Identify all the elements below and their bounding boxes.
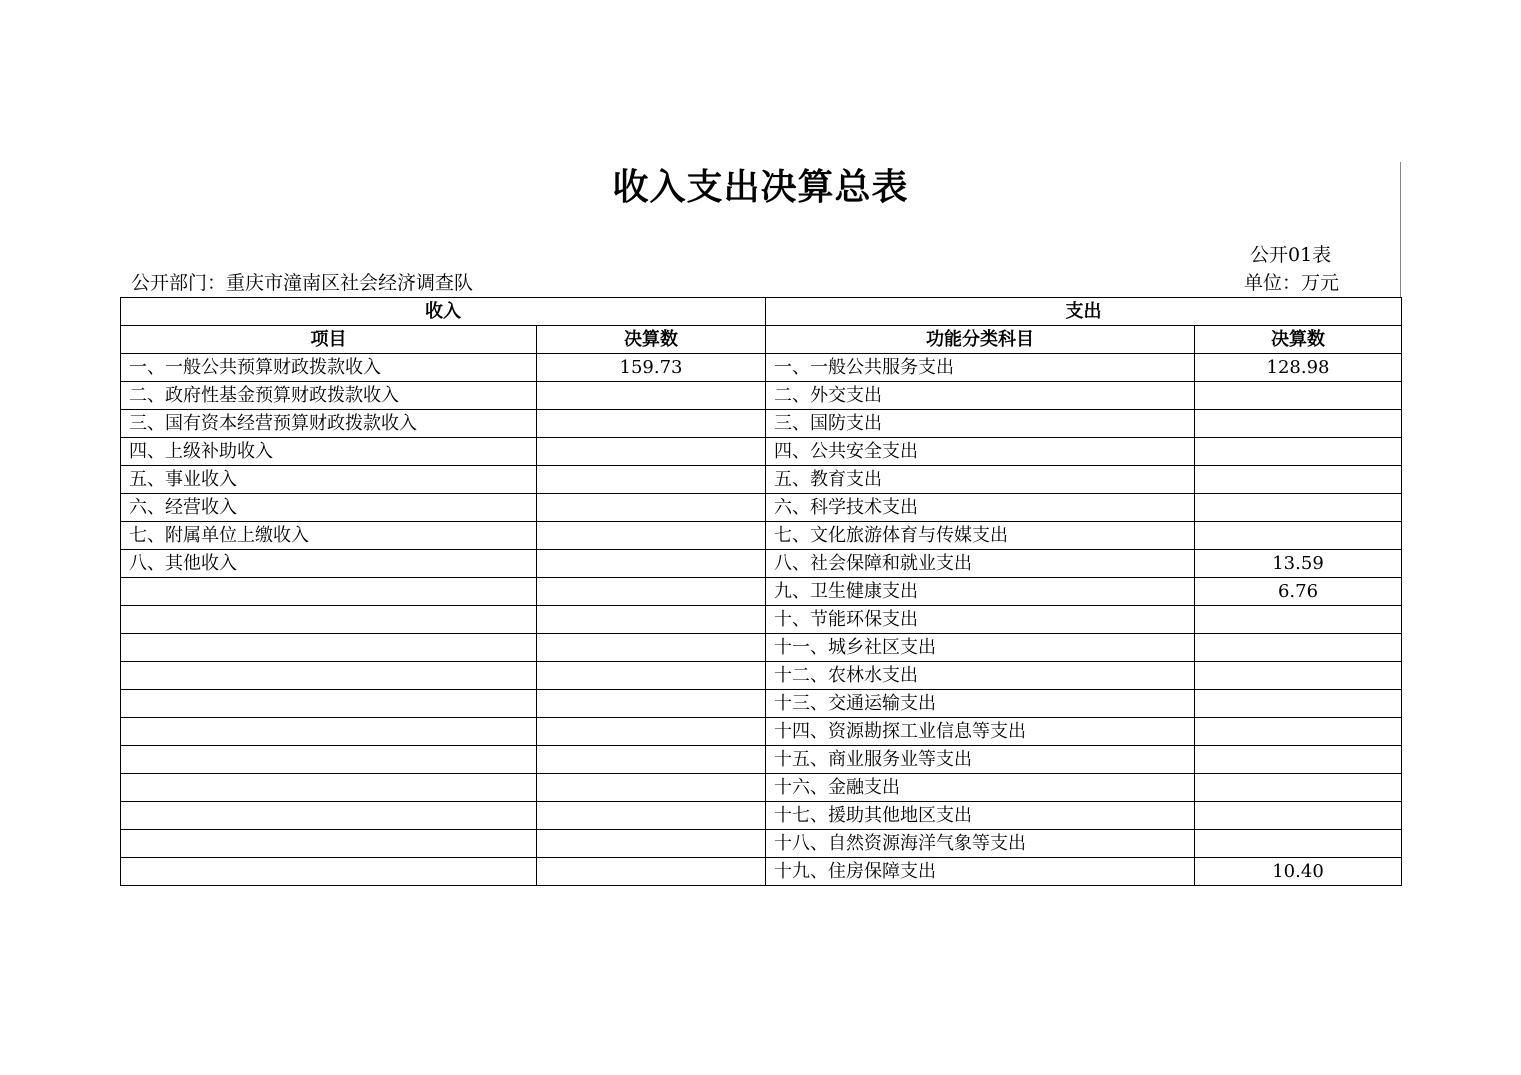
form-code: 公开01表 — [1250, 244, 1332, 266]
table-row — [121, 634, 1402, 662]
expense-amount-cell: 10.40 — [1195, 858, 1402, 886]
expense-item-cell: 十九、住房保障支出 — [766, 858, 1195, 886]
income-item-cell — [121, 662, 537, 690]
table-row — [121, 522, 1402, 550]
expense-amount-header: 决算数 — [1195, 326, 1402, 354]
income-amount-cell — [537, 718, 766, 746]
department-label: 公开部门：重庆市潼南区社会经济调查队 — [131, 272, 474, 294]
table-row — [121, 466, 1402, 494]
expense-amount-cell: 6.76 — [1195, 578, 1402, 606]
expense-item-cell: 十六、金融支出 — [766, 774, 1195, 802]
income-item-header: 项目 — [121, 326, 537, 354]
income-amount-cell — [537, 830, 766, 858]
expense-amount-cell — [1195, 774, 1402, 802]
income-item-cell — [121, 774, 537, 802]
expense-item-cell: 九、卫生健康支出 — [766, 578, 1195, 606]
income-item-cell — [121, 858, 537, 886]
income-amount-cell — [537, 550, 766, 578]
expense-amount-cell — [1195, 606, 1402, 634]
income-amount-cell — [537, 494, 766, 522]
expense-amount-cell — [1195, 634, 1402, 662]
income-item-cell: 七、附属单位上缴收入 — [121, 522, 537, 550]
income-amount-header: 决算数 — [537, 326, 766, 354]
expense-item-cell: 十七、援助其他地区支出 — [766, 802, 1195, 830]
expense-item-cell: 十一、城乡社区支出 — [766, 634, 1195, 662]
income-amount-cell — [537, 774, 766, 802]
income-section-header: 收入 — [121, 298, 766, 326]
table-row — [121, 830, 1402, 858]
unit-label: 单位：万元 — [1244, 272, 1340, 294]
table-row — [121, 746, 1402, 774]
table-row — [121, 578, 1402, 606]
income-item-cell — [121, 718, 537, 746]
expense-item-cell: 三、国防支出 — [766, 410, 1195, 438]
expense-item-header: 功能分类科目 — [766, 326, 1195, 354]
expense-amount-cell — [1195, 522, 1402, 550]
income-amount-cell: 159.73 — [537, 354, 766, 382]
income-amount-cell — [537, 746, 766, 774]
income-amount-cell — [537, 690, 766, 718]
vertical-divider — [1400, 162, 1401, 298]
income-amount-cell — [537, 410, 766, 438]
table-row — [121, 774, 1402, 802]
income-item-cell — [121, 690, 537, 718]
table-row — [121, 382, 1402, 410]
table-row — [121, 494, 1402, 522]
table-row — [121, 354, 1402, 382]
income-item-cell: 四、上级补助收入 — [121, 438, 537, 466]
expense-item-cell: 四、公共安全支出 — [766, 438, 1195, 466]
income-amount-cell — [537, 606, 766, 634]
table-row — [121, 690, 1402, 718]
expense-amount-cell: 128.98 — [1195, 354, 1402, 382]
income-item-cell — [121, 606, 537, 634]
expense-amount-cell — [1195, 410, 1402, 438]
expense-item-cell: 七、文化旅游体育与传媒支出 — [766, 522, 1195, 550]
income-amount-cell — [537, 858, 766, 886]
expense-item-cell: 十三、交通运输支出 — [766, 690, 1195, 718]
expense-item-cell: 十、节能环保支出 — [766, 606, 1195, 634]
expense-amount-cell — [1195, 802, 1402, 830]
income-item-cell: 五、事业收入 — [121, 466, 537, 494]
section-header-row — [121, 298, 1402, 326]
table-row — [121, 662, 1402, 690]
expense-amount-cell — [1195, 494, 1402, 522]
income-amount-cell — [537, 522, 766, 550]
income-item-cell — [121, 578, 537, 606]
expense-amount-cell — [1195, 382, 1402, 410]
table-row — [121, 410, 1402, 438]
expense-amount-cell — [1195, 718, 1402, 746]
expense-amount-cell — [1195, 466, 1402, 494]
expense-item-cell: 八、社会保障和就业支出 — [766, 550, 1195, 578]
expense-amount-cell — [1195, 662, 1402, 690]
expense-item-cell: 一、一般公共服务支出 — [766, 354, 1195, 382]
income-amount-cell — [537, 662, 766, 690]
table-row — [121, 606, 1402, 634]
expense-item-cell: 五、教育支出 — [766, 466, 1195, 494]
table-row — [121, 802, 1402, 830]
expense-item-cell: 十五、商业服务业等支出 — [766, 746, 1195, 774]
income-amount-cell — [537, 438, 766, 466]
table-row — [121, 550, 1402, 578]
income-item-cell: 二、政府性基金预算财政拨款收入 — [121, 382, 537, 410]
column-header-row — [121, 326, 1402, 354]
income-amount-cell — [537, 802, 766, 830]
expenditure-section-header: 支出 — [766, 298, 1402, 326]
income-item-cell — [121, 746, 537, 774]
expense-item-cell: 十四、资源勘探工业信息等支出 — [766, 718, 1195, 746]
income-item-cell — [121, 830, 537, 858]
expense-amount-cell — [1195, 746, 1402, 774]
income-expenditure-table — [120, 297, 1402, 886]
page-title: 收入支出决算总表 — [612, 167, 909, 208]
income-item-cell: 三、国有资本经营预算财政拨款收入 — [121, 410, 537, 438]
expense-amount-cell — [1195, 438, 1402, 466]
income-amount-cell — [537, 466, 766, 494]
income-item-cell: 六、经营收入 — [121, 494, 537, 522]
income-item-cell — [121, 802, 537, 830]
income-item-cell: 一、一般公共预算财政拨款收入 — [121, 354, 537, 382]
income-amount-cell — [537, 382, 766, 410]
income-item-cell: 八、其他收入 — [121, 550, 537, 578]
expense-amount-cell — [1195, 690, 1402, 718]
expense-amount-cell — [1195, 830, 1402, 858]
expense-item-cell: 六、科学技术支出 — [766, 494, 1195, 522]
expense-item-cell: 十二、农林水支出 — [766, 662, 1195, 690]
income-amount-cell — [537, 634, 766, 662]
table-row — [121, 438, 1402, 466]
table-row — [121, 858, 1402, 886]
expense-item-cell: 二、外交支出 — [766, 382, 1195, 410]
expense-amount-cell: 13.59 — [1195, 550, 1402, 578]
income-amount-cell — [537, 578, 766, 606]
income-item-cell — [121, 634, 537, 662]
expense-item-cell: 十八、自然资源海洋气象等支出 — [766, 830, 1195, 858]
table-row — [121, 718, 1402, 746]
